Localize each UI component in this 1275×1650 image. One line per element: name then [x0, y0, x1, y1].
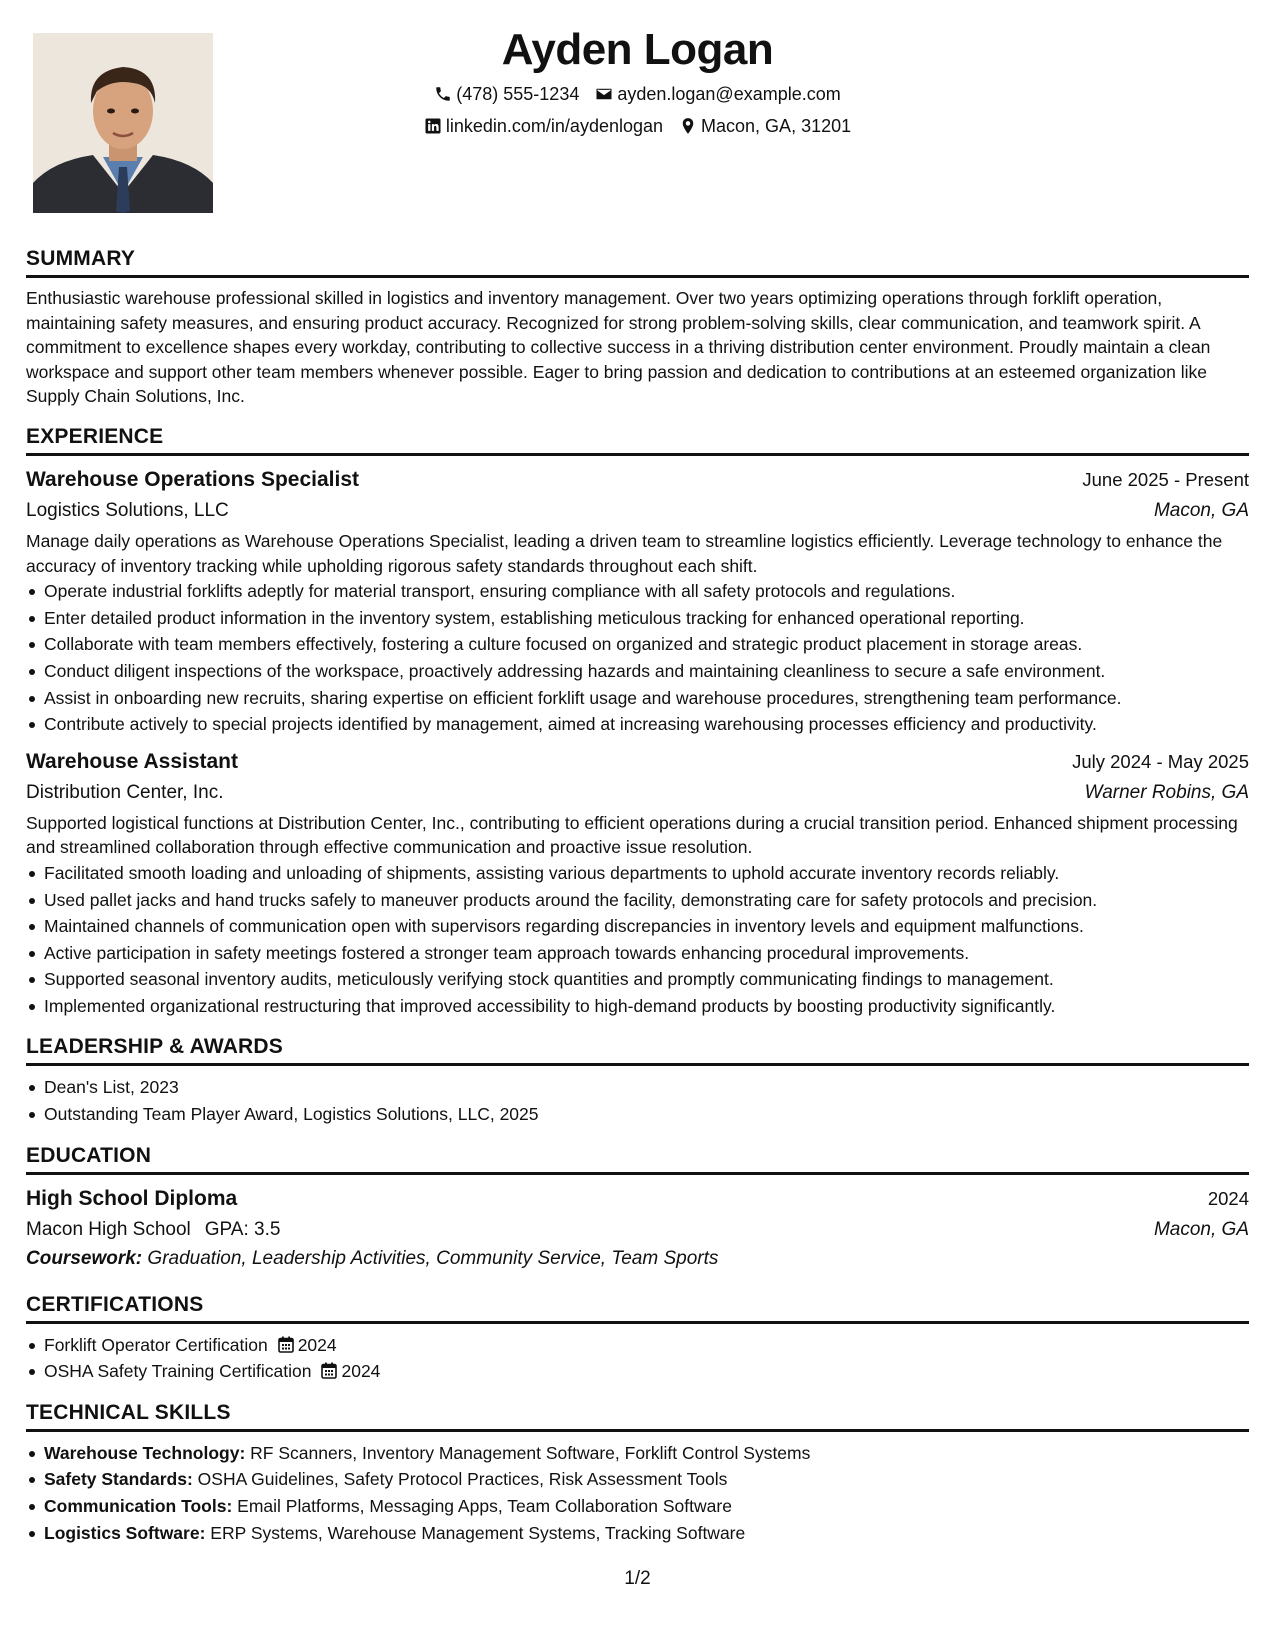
list-item: Operate industrial forklifts adeptly for material transport, ensuring compliance with all safety protocols and regulations. — [26, 578, 1249, 605]
profile-photo — [33, 33, 213, 213]
job-entry — [26, 464, 1249, 738]
calendar-icon — [321, 1362, 337, 1379]
list-item: Active participation in safety meetings fostered a stronger team approach towards enhancing procedural improvements. — [26, 940, 1249, 967]
contact-phone[interactable] — [434, 78, 579, 110]
job-bullets — [26, 578, 1249, 738]
list-item — [26, 1440, 1249, 1467]
job-entry — [26, 746, 1249, 1020]
job-company: Logistics Solutions, LLC — [26, 499, 229, 521]
list-item: Collaborate with team members effectively, fostering a culture focused on organized and strategic product placement in storage areas. — [26, 631, 1249, 658]
summary-heading: SUMMARY — [26, 245, 1249, 278]
job-location: Warner Robins, GA — [1084, 781, 1249, 803]
envelope-icon — [595, 85, 613, 103]
location-text: Macon, GA, 31201 — [701, 116, 852, 136]
linkedin-icon — [424, 117, 442, 135]
coursework-text: Graduation, Leadership Activities, Community Service, Team Sports — [147, 1247, 719, 1269]
certification-year: 2024 — [297, 1334, 337, 1355]
phone-icon — [434, 85, 452, 103]
job-company: Distribution Center, Inc. — [26, 781, 224, 803]
contact-line-2 — [230, 110, 1045, 142]
list-item — [26, 1332, 1249, 1359]
list-item — [26, 1358, 1249, 1385]
education-heading: EDUCATION — [26, 1142, 1249, 1175]
linkedin-text: linkedin.com/in/aydenlogan — [445, 116, 664, 136]
education-coursework — [26, 1245, 1249, 1273]
list-item: Supported seasonal inventory audits, meticulously verifying stock quantities and promptly communicating findings to management. — [26, 966, 1249, 993]
skill-value: Email Platforms, Messaging Apps, Team Collaboration Software — [237, 1496, 732, 1517]
job-description: Manage daily operations as Warehouse Operations Specialist, leading a driven team to streamline logistics efficiently. Leverage technology to enhance the accuracy of inventory tracking while upholding rigorous safety standards throughout each shift. — [26, 530, 1223, 576]
skill-label: Warehouse Technology: — [44, 1442, 246, 1463]
education-gpa: GPA: 3.5 — [204, 1218, 281, 1240]
contact-line-1 — [230, 78, 1045, 110]
candidate-name: Ayden Logan — [501, 25, 774, 74]
experience-heading: EXPERIENCE — [26, 423, 1249, 456]
page-number: 1/2 — [624, 1568, 651, 1589]
education-location: Macon, GA — [1153, 1218, 1249, 1240]
job-location: Macon, GA — [1153, 499, 1249, 521]
job-title: Warehouse Operations Specialist — [26, 467, 359, 491]
list-item: Maintained channels of communication open with supervisors regarding discrepancies in inventory levels and equipment malfunctions. — [26, 913, 1249, 940]
summary-text: Enthusiastic warehouse professional skilled in logistics and inventory management. Over two years optimizing operations through forklift operation, maintaining safety measures, and ensuring product accuracy. Recognized for strong problem-solving skills, clear communication, and teamwork spirit. A commitment to excellence shapes every workday, contributing to collective success in a thriving distribution center environment. Proudly maintain a clean workspace and support other team members whenever possible. Eager to bring passion and dedication to contributions at an esteemed organization like Supply Chain Solutions, Inc. — [26, 288, 1211, 407]
contact-location — [679, 110, 851, 142]
certification-name: OSHA Safety Training Certification — [44, 1361, 312, 1382]
job-title: Warehouse Assistant — [26, 749, 238, 773]
list-item: Enter detailed product information in the inventory system, establishing meticulous tracking for enhanced operational reporting. — [26, 605, 1249, 632]
list-item — [26, 1493, 1249, 1520]
skill-value: OSHA Guidelines, Safety Protocol Practices, Risk Assessment Tools — [197, 1469, 728, 1490]
map-pin-icon — [679, 117, 697, 135]
skill-label: Communication Tools: — [44, 1496, 233, 1517]
calendar-icon — [278, 1336, 294, 1353]
skill-value: ERP Systems, Warehouse Management Systems, Tracking Software — [210, 1522, 746, 1543]
skill-value: RF Scanners, Inventory Management Software, Forklift Control Systems — [250, 1442, 811, 1463]
contact-linkedin[interactable] — [424, 110, 663, 142]
skill-label: Logistics Software: — [44, 1522, 206, 1543]
skills-list — [26, 1440, 1249, 1546]
list-item: Assist in onboarding new recruits, sharing expertise on efficient forklift usage and warehouse procedures, strengthening team performance. — [26, 685, 1249, 712]
resume-header — [230, 22, 1045, 142]
education-school: Macon High School — [26, 1218, 191, 1240]
education-degree: High School Diploma — [26, 1186, 238, 1210]
education-year: 2024 — [1207, 1187, 1249, 1209]
coursework-label: Coursework: — [26, 1247, 143, 1269]
list-item: Implemented organizational restructuring that improved accessibility to high-demand products by boosting productivity significantly. — [26, 993, 1249, 1020]
skill-label: Safety Standards: — [44, 1469, 193, 1490]
resume-body — [26, 245, 1249, 1546]
education-school-line — [26, 1214, 280, 1245]
job-dates: June 2025 - Present — [1082, 468, 1249, 490]
list-item: Facilitated smooth loading and unloading of shipments, assisting various departments to uphold accurate inventory records reliably. — [26, 860, 1249, 887]
phone-text: (478) 555-1234 — [456, 84, 580, 104]
list-item — [26, 1520, 1249, 1547]
list-item: Dean's List, 2023 — [26, 1074, 1249, 1101]
certification-name: Forklift Operator Certification — [44, 1334, 268, 1355]
list-item: Contribute actively to special projects identified by management, aimed at increasing warehousing processes efficiency and productivity. — [26, 711, 1249, 738]
job-dates: July 2024 - May 2025 — [1072, 750, 1249, 772]
certifications-heading: CERTIFICATIONS — [26, 1291, 1249, 1324]
email-text: ayden.logan@example.com — [617, 84, 841, 104]
certifications-list — [26, 1332, 1249, 1385]
awards-heading: LEADERSHIP & AWARDS — [26, 1033, 1249, 1066]
list-item: Outstanding Team Player Award, Logistics Solutions, LLC, 2025 — [26, 1101, 1249, 1128]
job-description: Supported logistical functions at Distribution Center, Inc., contributing to efficient operations during a crucial transition period. Enhanced shipment processing and streamlined collaboration through effective communication and proactive issue resolution. — [26, 812, 1238, 858]
skills-heading: TECHNICAL SKILLS — [26, 1399, 1249, 1432]
list-item: Used pallet jacks and hand trucks safely to maneuver products around the facility, demonstrating care for safety protocols and precision. — [26, 887, 1249, 914]
contact-email[interactable] — [595, 78, 840, 110]
list-item — [26, 1466, 1249, 1493]
list-item: Conduct diligent inspections of the workspace, proactively addressing hazards and maintaining cleanliness to secure a safe environment. — [26, 658, 1249, 685]
job-bullets — [26, 860, 1249, 1020]
certification-year: 2024 — [341, 1361, 381, 1382]
awards-list — [26, 1074, 1249, 1127]
